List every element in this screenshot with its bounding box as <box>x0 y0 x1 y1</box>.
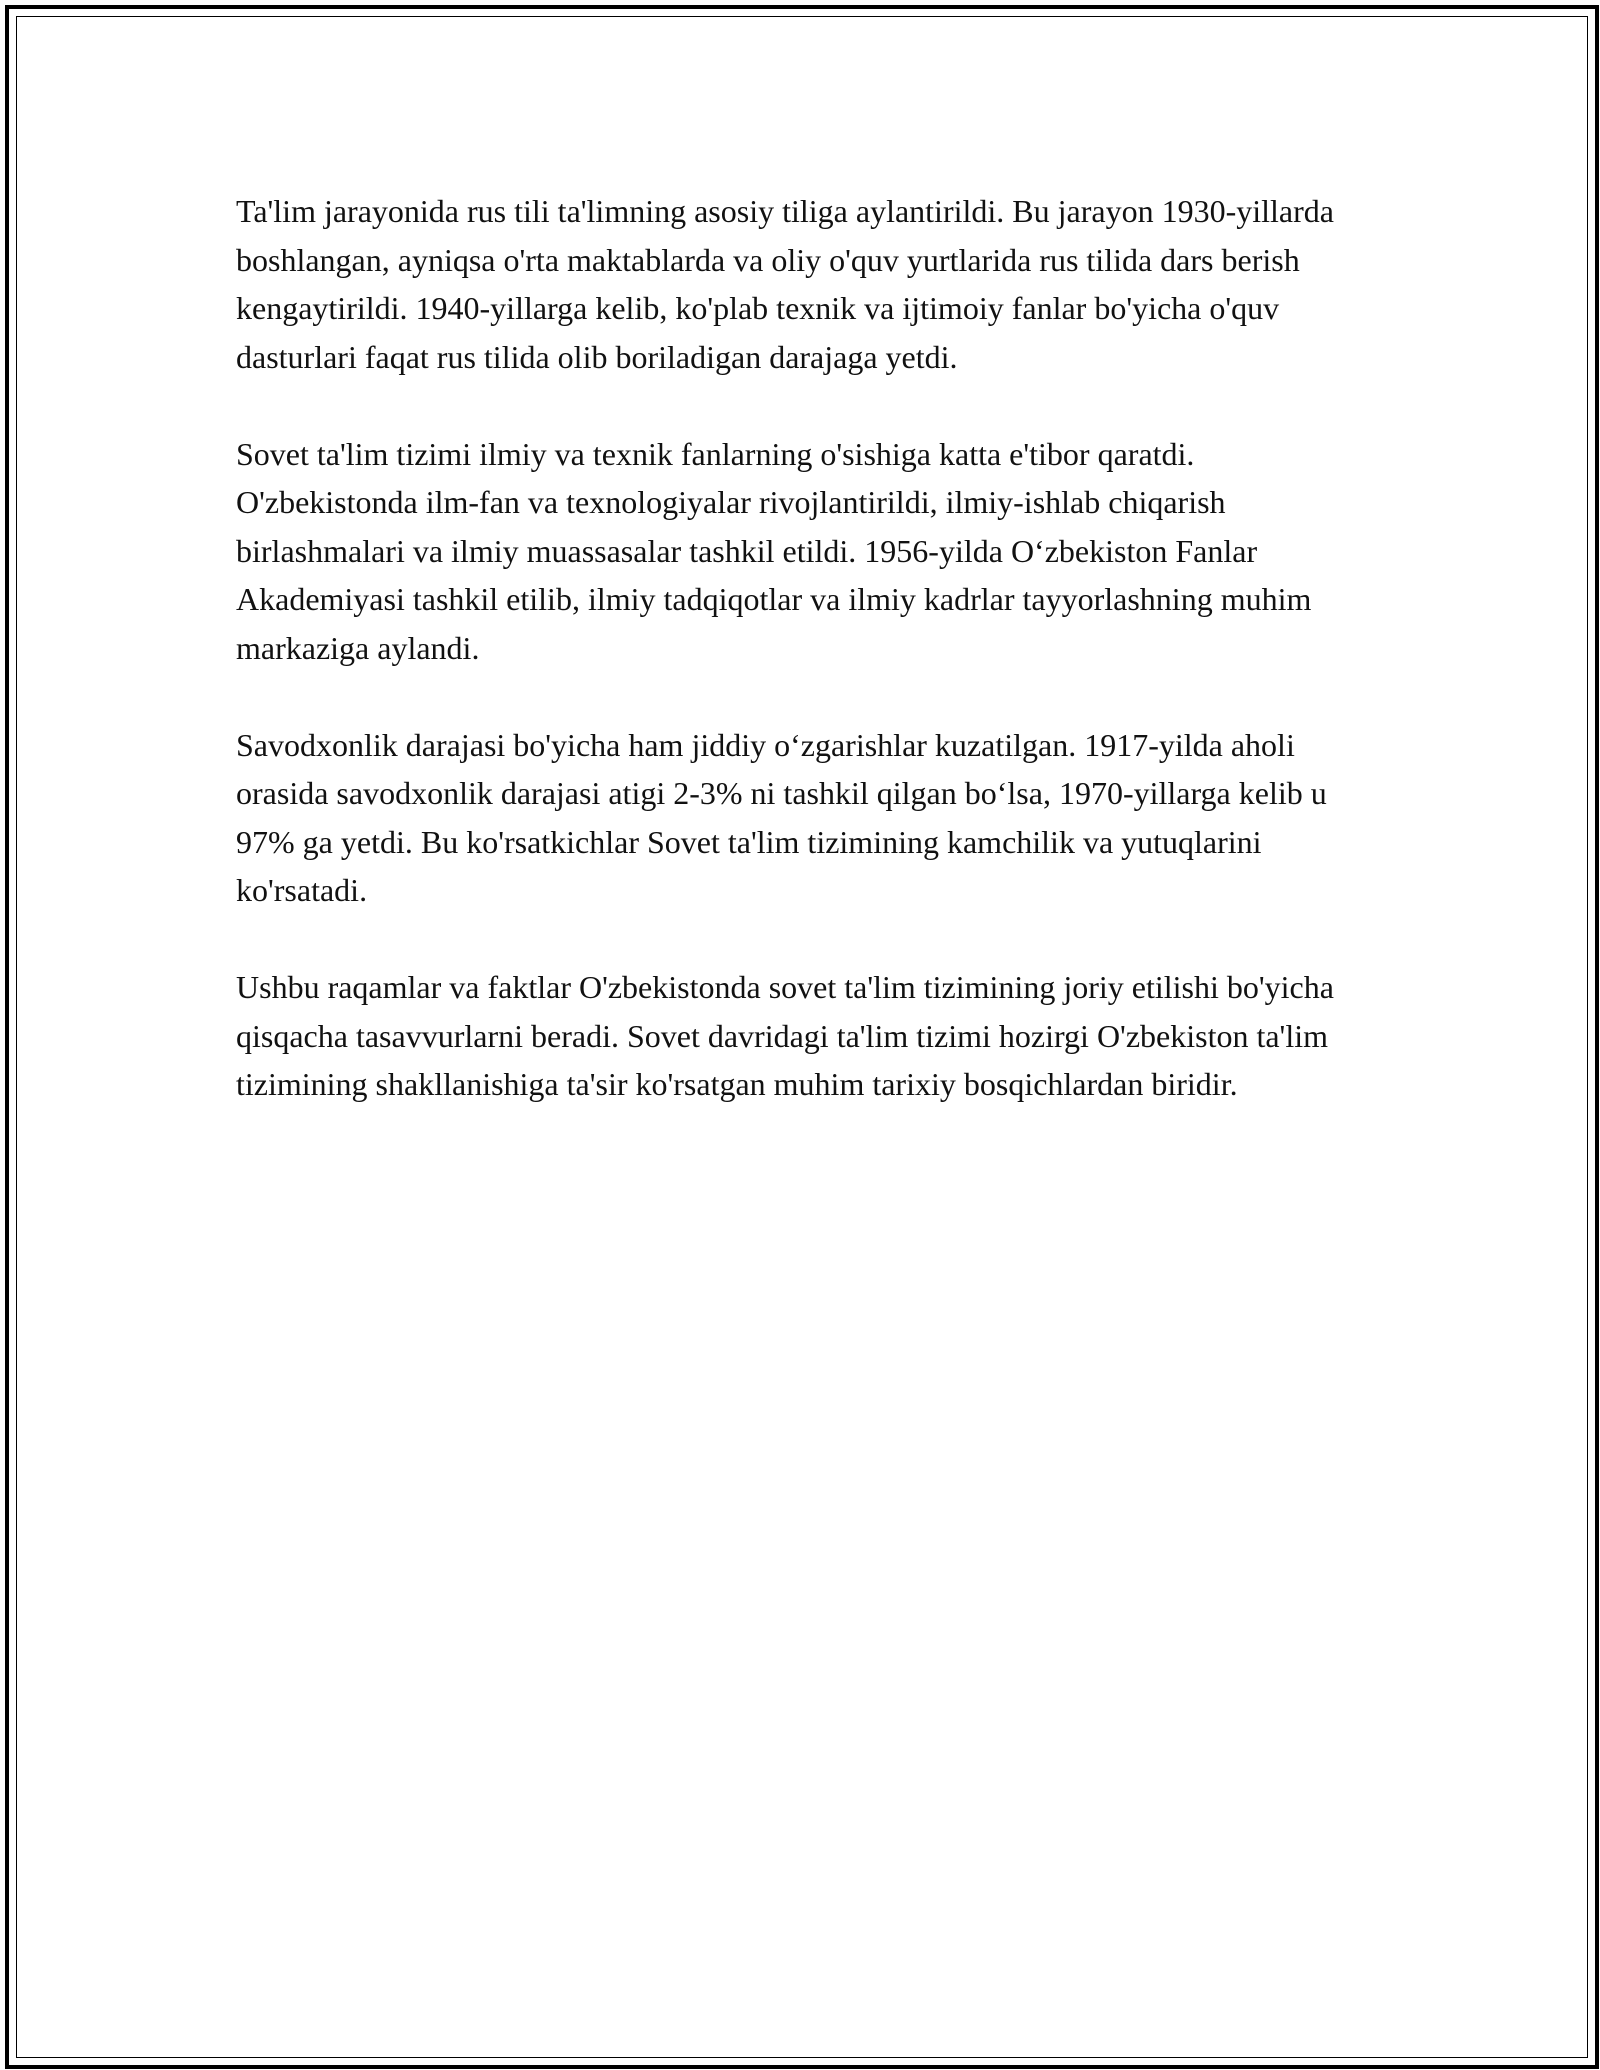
paragraph: Ta'lim jarayonida rus tili ta'limning asosiy tiliga aylantirildi. Bu jarayon 1930-yillarda boshlangan, ayniqsa o'rta maktablarda va oliy o'quv yurtlarida rus tilida dars berish kengaytirildi. 1940-yillarga kelib, ko'plab texnik va ijtimoiy fanlar bo'yicha o'quv dasturlari faqat rus tilida olib boriladigan darajaga yetdi. <box>236 193 1334 375</box>
document-body <box>236 187 1376 1157</box>
paragraph: Ushbu raqamlar va faktlar O'zbekistonda sovet ta'lim tizimining joriy etilishi bo'yicha qisqacha tasavvurlarni beradi. Sovet davridagi ta'lim tizimi hozirgi O'zbekiston ta'lim tizimining shakllanishiga ta'sir ko'rsatgan muhim tarixiy bosqichlardan biridir. <box>236 969 1334 1102</box>
paragraph: Savodxonlik darajasi bo'yicha ham jiddiy o‘zgarishlar kuzatilgan. 1917-yilda aholi orasida savodxonlik darajasi atigi 2-3% ni tashkil qilgan bo‘lsa, 1970-yillarga kelib u 97% ga yetdi. Bu ko'rsatkichlar Sovet ta'lim tizimining kamchilik va yutuqlarini ko'rsatadi. <box>236 726 1327 908</box>
paragraph: Sovet ta'lim tizimi ilmiy va texnik fanlarning o'sishiga katta e'tibor qaratdi. O'zbekistonda ilm-fan va texnologiyalar rivojlantirildi, ilmiy-ishlab chiqarish birlashmalari va ilmiy muassasalar tashkil etildi. 1956-yilda O‘zbekiston Fanlar Akademiyasi tashkil etilib, ilmiy tadqiqotlar va ilmiy kadrlar tayyorlashning muhim markaziga aylandi. <box>236 435 1312 666</box>
